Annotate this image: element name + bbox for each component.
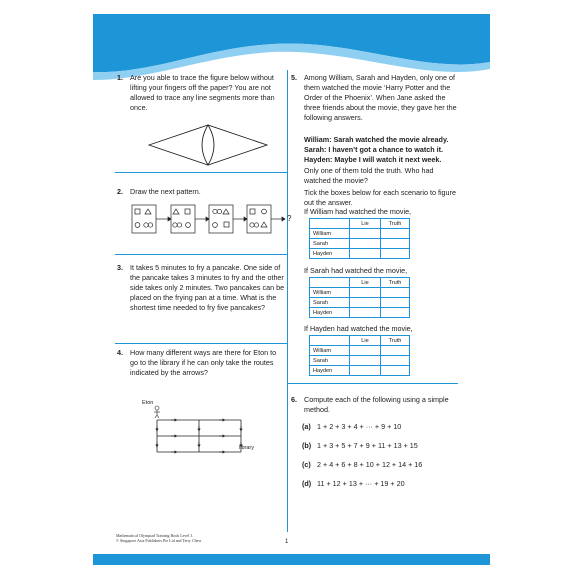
- question-text: How many different ways are there for Eton to go to the library if he can only take the routes indicated by the arrows?: [130, 348, 277, 377]
- lens-figure: [148, 123, 268, 167]
- row-name: Sarah: [310, 239, 350, 249]
- header-lie: Lie: [350, 278, 381, 288]
- tick-box-truth[interactable]: [381, 288, 410, 298]
- page-number: 1: [285, 539, 289, 545]
- header-lie: Lie: [350, 219, 381, 229]
- header-blank: [310, 336, 350, 346]
- table-william: [309, 218, 410, 259]
- row-name: William: [310, 346, 350, 356]
- question-intro: Among William, Sarah and Hayden, only one of them watched the movie ‘Harry Potter and the Order of the Phoenix’. When Jane asked the three friends about the movie, they gave her the following answers.: [304, 73, 457, 122]
- footer-bar: [93, 554, 490, 565]
- header-lie: Lie: [350, 336, 381, 346]
- question-text: Draw the next pattern.: [130, 187, 201, 196]
- divider-q2: [115, 254, 287, 255]
- question-number: 5.: [291, 73, 297, 82]
- tick-box-truth[interactable]: [381, 366, 410, 376]
- route-grid: [141, 396, 251, 456]
- header-truth: Truth: [381, 219, 410, 229]
- scenario-sarah-label: If Sarah had watched the movie,: [304, 266, 408, 275]
- row-name: Sarah: [310, 356, 350, 366]
- truth-text: Only one of them told the truth. Who had watched the movie?: [304, 166, 434, 185]
- part-c: (c) 2 + 4 + 6 + 8 + 10 + 12 + 14 + 16: [302, 460, 423, 469]
- part-a: (a) 1 + 2 + 3 + 4 + ··· + 9 + 10: [302, 422, 402, 431]
- tick-box-lie[interactable]: [350, 308, 381, 318]
- question-text: Compute each of the following using a simple method.: [304, 395, 449, 414]
- tick-box-truth[interactable]: [381, 229, 410, 239]
- tick-box-truth[interactable]: [381, 239, 410, 249]
- tick-box-truth[interactable]: [381, 308, 410, 318]
- row-name: Sarah: [310, 298, 350, 308]
- tick-box-lie[interactable]: [350, 346, 381, 356]
- start-label: Eton: [142, 400, 154, 406]
- question-text: It takes 5 minutes to fry a pancake. One side of the pancake takes 3 minutes to fry and the other side takes only 2 minutes. Two pancakes can be placed on the frying pan at a time. What is the shortest time needed to fry five pancakes?: [130, 263, 285, 312]
- footer-credit: Mathematical Olympiad Training Book Level 3 © Singapore Asia Publishers Pte Ltd and Terry Chew: [116, 533, 202, 543]
- header-truth: Truth: [381, 278, 410, 288]
- question-text: Are you able to trace the figure below without lifting your fingers off the paper? You are not allowed to trace any line segments more than once.: [130, 73, 275, 112]
- tick-box-truth[interactable]: [381, 346, 410, 356]
- tick-box-lie[interactable]: [350, 366, 381, 376]
- scenario-hayden-label: If Hayden had watched the movie,: [304, 324, 413, 333]
- row-name: William: [310, 288, 350, 298]
- statement-william: William: Sarah watched the movie already.: [304, 135, 449, 144]
- table-hayden: [309, 335, 410, 376]
- tick-box-lie[interactable]: [350, 229, 381, 239]
- divider-q5: [288, 383, 458, 384]
- header-truth: Truth: [381, 336, 410, 346]
- row-name: Hayden: [310, 366, 350, 376]
- worksheet-page: [93, 14, 490, 565]
- tick-box-lie[interactable]: [350, 356, 381, 366]
- row-name: William: [310, 229, 350, 239]
- statement-sarah: Sarah: I haven’t got a chance to watch it.: [304, 145, 443, 154]
- pattern-question-mark: ?: [287, 214, 292, 223]
- tick-box-lie[interactable]: [350, 239, 381, 249]
- tick-box-truth[interactable]: [381, 356, 410, 366]
- question-number: 4.: [117, 348, 123, 357]
- tick-box-truth[interactable]: [381, 298, 410, 308]
- row-name: Hayden: [310, 249, 350, 259]
- divider-q3: [115, 343, 287, 344]
- statements: [304, 135, 464, 165]
- statement-hayden: Hayden: Maybe I will watch it next week.: [304, 155, 442, 164]
- question-number: 6.: [291, 395, 297, 404]
- tick-box-lie[interactable]: [350, 249, 381, 259]
- part-d: (d) 11 + 12 + 13 + ··· + 19 + 20: [302, 479, 405, 488]
- header-blank: [310, 278, 350, 288]
- row-name: Hayden: [310, 308, 350, 318]
- question-number: 3.: [117, 263, 123, 272]
- question-number: 1.: [117, 73, 123, 82]
- tick-text: Tick the boxes below for each scenario to figure out the answer.: [304, 188, 456, 207]
- tick-box-truth[interactable]: [381, 249, 410, 259]
- tick-box-lie[interactable]: [350, 288, 381, 298]
- question-number: 2.: [117, 187, 123, 196]
- end-label: library: [239, 445, 254, 451]
- part-b: (b) 1 + 3 + 5 + 7 + 9 + 11 + 13 + 15: [302, 441, 418, 450]
- header-blank: [310, 219, 350, 229]
- scenario-william-label: If William had watched the movie,: [304, 207, 412, 216]
- tick-box-lie[interactable]: [350, 298, 381, 308]
- divider-q1: [115, 172, 287, 173]
- table-sarah: [309, 277, 410, 318]
- pattern-sequence: [131, 203, 291, 237]
- column-divider: [287, 70, 288, 532]
